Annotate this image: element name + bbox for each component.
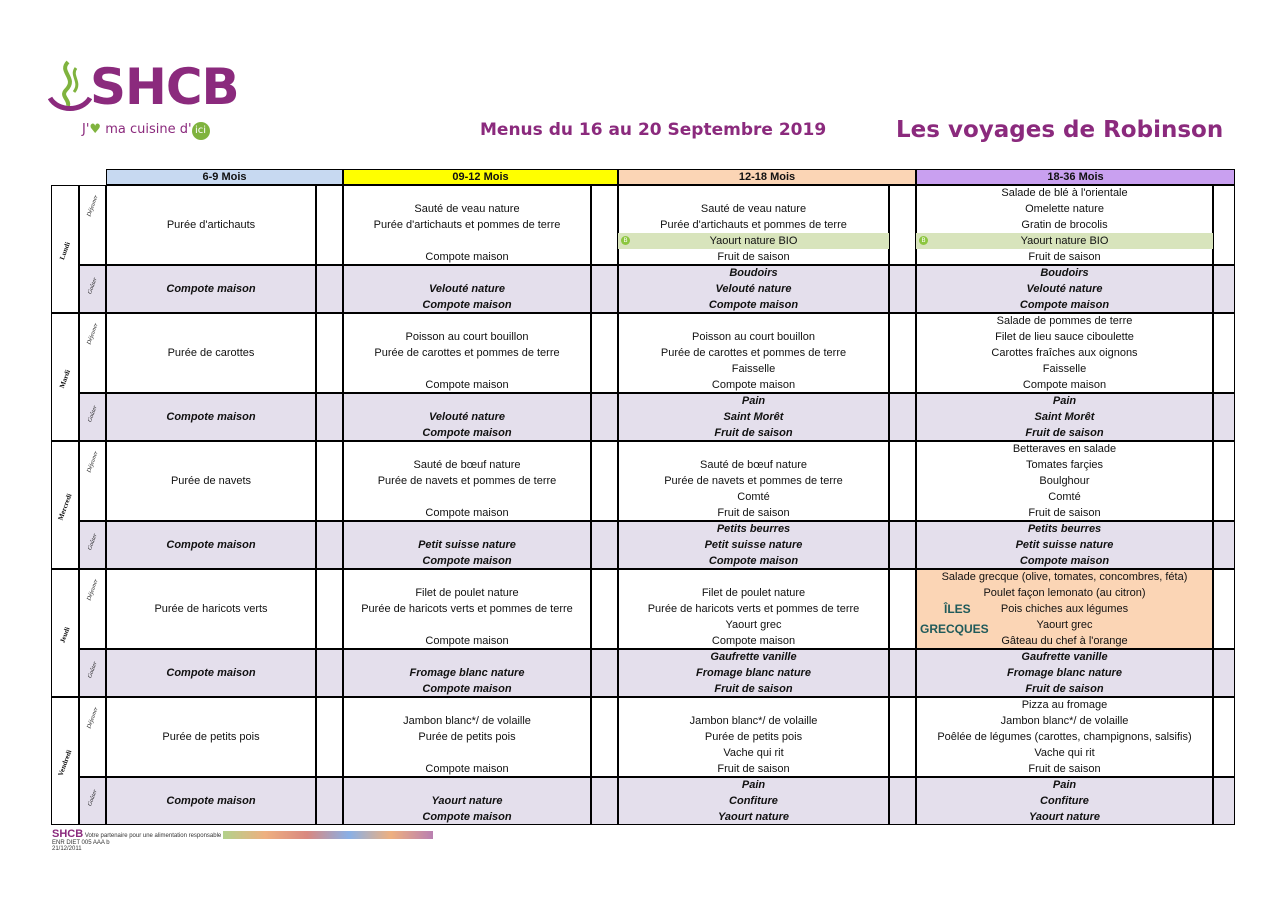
dish-text: Purée de carottes et pommes de terre [660,347,847,359]
footer-brand: SHCB [52,828,84,840]
spacer-cell [889,777,916,825]
dish-text: Compote maison [425,763,509,775]
dish-text: Salade de pommes de terre [996,315,1133,327]
spacer-cell [316,697,343,777]
dish-text: Compote maison [708,299,799,311]
dish-text: Compote maison [422,555,512,567]
spacer-cell [1213,393,1235,441]
dish-text: Compote maison [425,507,509,519]
dish-text: Tomates farçies [1025,459,1104,471]
dish-text: Salade grecque (olive, tomates, concombres, féta) [941,571,1188,583]
dish-text: Pizza au fromage [1021,699,1108,711]
dish-text: Fruit de saison [1025,427,1104,439]
spacer-cell [316,521,343,569]
dish-text: Fruit de saison [717,763,790,775]
snack-label: Goûter [87,532,99,552]
dish-text: Petits beurres [1027,523,1102,535]
snack-label: Goûter [87,404,99,424]
dish-text: Fruit de saison [717,251,790,263]
dish-text: Compote maison [708,555,799,567]
column-header: 12-18 Mois [618,169,916,185]
spacer-cell [316,649,343,697]
dish-text: Compote maison [422,683,512,695]
bio-icon: B [621,236,630,245]
dish-text: Fromage blanc nature [1007,667,1122,679]
day-label: Jeudi [58,625,72,645]
dish-text: Purée de carottes [167,347,255,359]
dish-text: Purée d'artichauts et pommes de terre [373,219,561,231]
dish-text: Poisson au court bouillon [692,331,815,343]
spacer-cell [1213,521,1235,569]
spacer-cell [316,265,343,313]
dish-text: Fromage blanc nature [696,667,811,679]
dish-text: Compote maison [166,539,256,551]
dish-text: Pain [1052,779,1077,791]
dish-text: Petits beurres [716,523,791,535]
dish-text: Purée d'artichauts [166,219,256,231]
spacer-cell [316,185,343,265]
dish-text: Jambon blanc*/ de volaille [689,715,818,727]
snack-label: Goûter [87,660,99,680]
partner-logos-icon [223,831,433,839]
spacer-cell [591,697,618,777]
day-label: Lundi [58,241,72,261]
dish-text: Jambon blanc*/ de volaille [403,715,531,727]
dish-text: Sauté de veau nature [414,203,520,215]
dish-text: Purée de haricots verts et pommes de terre [647,603,860,615]
dish-text: Yaourt grec [725,619,782,631]
footer-date: 21/12/2011 [52,846,82,852]
spacer-cell [591,265,618,313]
dish-text: Yaourt nature [431,795,503,807]
spacer-cell [889,393,916,441]
spacer-cell [889,441,916,521]
day-label: Mardi [57,368,73,390]
dish-text: Fromage blanc nature [409,667,525,679]
dish-text: Sauté de bœuf nature [413,459,521,471]
dish-text: Pain [741,779,766,791]
dish-text: Compote maison [422,811,512,823]
spacer-cell [889,185,916,265]
dish-text: Comté [737,491,770,503]
spacer-cell [1213,265,1235,313]
spacer-cell [1213,185,1235,265]
dish-text: Velouté nature [715,283,792,295]
dish-text: Sauté de veau nature [700,203,807,215]
dish-text: Purée de petits pois [162,731,260,743]
day-label: Mercredi [56,492,74,522]
logo-wordmark: SHCB [90,58,239,116]
dish-text: Compote maison [711,635,796,647]
dish-text: Petit suisse nature [704,539,803,551]
column-header: 6-9 Mois [106,169,343,185]
greek-islands-badge-2: GRECQUES [920,622,989,636]
dish-text: Petit suisse nature [418,539,516,551]
spacer-cell [316,569,343,649]
dish-text: Yaourt nature BIO [1020,235,1109,247]
dish-text: Fruit de saison [1025,683,1104,695]
dish-text: Yaourt grec [1036,619,1093,631]
dish-text: Compote maison [1019,555,1110,567]
dish-text: Fruit de saison [1028,507,1101,519]
spacer-cell [316,393,343,441]
dish-text: Poisson au court bouillon [405,331,529,343]
dish-text: Purée de petits pois [704,731,803,743]
spacer-cell [889,313,916,393]
dish-text: Filet de poulet nature [415,587,519,599]
footer-text: Votre partenaire pour une alimentation responsable [84,833,222,839]
footer-ref: ENR DIET 005 AAA b [52,840,110,846]
dish-text: Salade de blé à l'orientale [1001,187,1128,199]
spacer-cell [591,185,618,265]
dish-text: Sauté de bœuf nature [699,459,807,471]
greek-islands-badge: ÎLES [944,602,971,616]
dish-text: Fruit de saison [714,683,793,695]
dish-text: Purée de petits pois [418,731,516,743]
heart-icon: ♥ [89,122,102,137]
dish-text: Yaourt nature [717,811,790,823]
column-header: 18-36 Mois [916,169,1235,185]
spacer-cell [1213,313,1235,393]
spacer-cell [591,649,618,697]
spacer-cell [591,313,618,393]
dish-text: Petit suisse nature [1015,539,1114,551]
dish-text: Confiture [1040,795,1089,807]
dish-text: Purée de haricots verts et pommes de terre [361,603,573,615]
dish-text: Fruit de saison [1028,251,1101,263]
dish-text: Compote maison [711,379,796,391]
spacer-cell [316,441,343,521]
spacer-cell [316,313,343,393]
dish-text: Compote maison [166,283,256,295]
dish-text: Confiture [729,795,778,807]
lunch-label: Déjeuner [86,706,100,730]
snack-label: Goûter [87,276,99,296]
bio-icon: B [919,236,928,245]
dish-text: Compote maison [425,635,509,647]
dish-text: Compote maison [422,299,512,311]
dish-text: Compote maison [166,667,256,679]
dish-text: Saint Morêt [1034,411,1095,423]
dish-text: Carottes fraîches aux oignons [991,347,1138,359]
spacer-cell [889,521,916,569]
dish-text: Filet de poulet nature [701,587,806,599]
dish-text: Boulghour [1039,475,1090,487]
dish-text: Compote maison [425,251,509,263]
spacer-cell [1213,649,1235,697]
dish-text: Gratin de brocolis [1021,219,1108,231]
snack-label: Goûter [87,788,99,808]
lunch-label: Déjeuner [86,322,100,346]
dish-text: Yaourt nature [1028,811,1101,823]
spacer-cell [1213,697,1235,777]
spacer-cell [889,697,916,777]
spacer-cell [889,569,916,649]
dish-text: Compote maison [422,427,512,439]
dish-text: Compote maison [425,379,509,391]
dish-text: Saint Morêt [723,411,784,423]
dish-text: Purée de navets et pommes de terre [664,475,843,487]
dish-text: Compote maison [1022,379,1107,391]
day-label: Vendredi [56,748,74,778]
dish-text: Betteraves en salade [1012,443,1117,455]
dish-text: Pois chiches aux légumes [1000,603,1129,615]
dish-text: Fruit de saison [717,507,790,519]
spacer-cell [591,777,618,825]
logo-tagline: J'♥ ma cuisine d' ici [82,122,210,140]
spacer-cell [316,777,343,825]
dish-text: Velouté nature [1026,283,1103,295]
column-header: 09-12 Mois [343,169,618,185]
dish-text: Compote maison [1019,299,1110,311]
dish-text: Comté [1048,491,1081,503]
dish-text: Purée de navets [170,475,252,487]
dish-text: Fruit de saison [1028,763,1101,775]
lunch-label: Déjeuner [86,450,100,474]
dish-text: Purée de carottes et pommes de terre [374,347,560,359]
dish-text: Jambon blanc*/ de volaille [1000,715,1129,727]
dish-text: Fruit de saison [714,427,793,439]
dish-text: Pain [1052,395,1077,407]
spacer-cell [591,393,618,441]
dish-text: Velouté nature [429,283,505,295]
menu-dates-title: Menus du 16 au 20 Septembre 2019 [480,120,827,140]
dish-text: Purée d'artichauts et pommes de terre [660,219,847,231]
dish-text: Gaufrette vanille [710,651,797,663]
dish-text: Vache qui rit [723,747,784,759]
spacer-cell [889,265,916,313]
spacer-cell [889,649,916,697]
dish-text: Poêlée de légumes (carottes, champignons, salsifis) [937,731,1192,743]
dish-text: Faisselle [731,363,776,375]
dish-text: Faisselle [1042,363,1087,375]
spacer-cell [1213,777,1235,825]
spacer-cell [591,569,618,649]
theme-title: Les voyages de Robinson [896,117,1224,143]
dish-text: Purée de haricots verts [154,603,268,615]
dish-text: Gaufrette vanille [1021,651,1108,663]
dish-text: Velouté nature [429,411,505,423]
spacer-cell [1213,441,1235,521]
spacer-cell [591,441,618,521]
dish-text: Compote maison [166,411,256,423]
dish-text: Gâteau du chef à l'orange [1001,635,1128,647]
dish-text: Vache qui rit [1034,747,1095,759]
dish-text: Boudoirs [1040,267,1089,279]
dish-text: Yaourt nature BIO [709,235,798,247]
spacer-cell [1213,569,1235,649]
footer [52,828,433,852]
dish-text: Poulet façon lemonato (au citron) [983,587,1146,599]
dish-text: Filet de lieu sauce ciboulette [995,331,1134,343]
dish-text: Pain [741,395,766,407]
dish-text: Compote maison [166,795,256,807]
lunch-label: Déjeuner [86,578,100,602]
dish-text: Boudoirs [729,267,778,279]
dish-text: Omelette nature [1025,203,1104,215]
lunch-label: Déjeuner [86,194,100,218]
dish-text: Purée de navets et pommes de terre [377,475,557,487]
spacer-cell [591,521,618,569]
